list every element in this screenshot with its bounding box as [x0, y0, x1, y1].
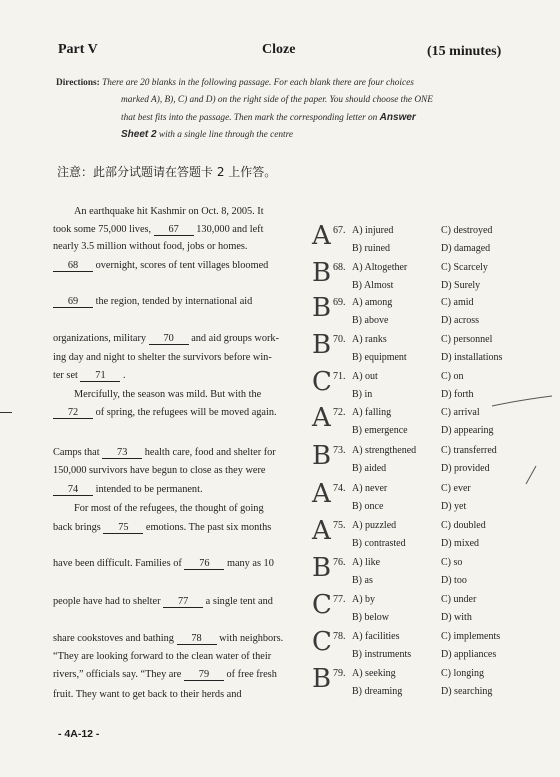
- question-number: 72.: [333, 407, 346, 418]
- question-number: 73.: [333, 445, 346, 456]
- passage-line: [53, 333, 279, 345]
- question-number: 68.: [333, 262, 346, 273]
- passage-text: nearly 3.5 million without food, jobs or homes.: [53, 241, 248, 252]
- option-b: B) Almost: [352, 280, 394, 291]
- option-c: C) personnel: [441, 334, 493, 345]
- option-d: D) appliances: [441, 649, 497, 660]
- option-a: A) seeking: [352, 668, 396, 679]
- passage-line: [74, 206, 264, 217]
- passage-line: [53, 522, 271, 534]
- handwritten-answer: A: [312, 221, 331, 251]
- option-b: B) ruined: [352, 243, 391, 254]
- directions-line-4: [121, 126, 293, 144]
- handwritten-answer: A: [312, 516, 331, 546]
- option-b: B) contrasted: [352, 538, 406, 549]
- option-b: B) dreaming: [352, 686, 403, 697]
- handwritten-answer: B: [312, 441, 332, 471]
- option-c: C) under: [441, 594, 477, 605]
- blank-71: 71: [80, 370, 120, 382]
- section-title: Cloze: [262, 42, 296, 57]
- passage-line: [53, 689, 242, 700]
- directions-label: Directions:: [56, 78, 100, 88]
- margin-rule: [0, 412, 12, 413]
- passage-text: 150,000 survivors have begun to close as they were: [53, 465, 266, 476]
- passage-text: share cookstoves and bathing: [53, 633, 174, 644]
- option-a: A) out: [352, 371, 378, 382]
- option-c: C) on: [441, 371, 464, 382]
- handwritten-answer: C: [312, 590, 332, 620]
- sheet-2-term: Sheet 2: [121, 129, 157, 140]
- option-c: C) doubled: [441, 520, 486, 531]
- part-label: Part V: [58, 42, 98, 57]
- passage-text: of free fresh: [226, 669, 277, 680]
- passage-text: took some 75,000 lives,: [53, 224, 152, 235]
- passage-line: [53, 596, 273, 608]
- option-d: D) installations: [441, 352, 503, 363]
- passage-text: organizations, military: [53, 333, 147, 344]
- option-c: C) ever: [441, 483, 471, 494]
- question-number: 76.: [333, 557, 346, 568]
- option-d: D) too: [441, 575, 467, 586]
- passage-line: [53, 352, 272, 363]
- passage-text: .: [123, 370, 126, 381]
- handwritten-answer: B: [312, 330, 332, 360]
- option-b: B) emergence: [352, 425, 408, 436]
- passage-text: of spring, the refugees will be moved again.: [95, 407, 277, 418]
- blank-74: 74: [53, 484, 93, 496]
- option-d: D) searching: [441, 686, 493, 697]
- handwritten-answer: A: [312, 403, 331, 433]
- handwritten-answer: B: [312, 293, 332, 323]
- option-b: B) in: [352, 389, 373, 400]
- option-d: D) mixed: [441, 538, 480, 549]
- question-number: 67.: [333, 225, 346, 236]
- handwritten-answer: C: [312, 367, 332, 397]
- passage-text: many as 10: [226, 558, 274, 569]
- page-number: - 4A-12 -: [58, 728, 100, 740]
- option-d: D) appearing: [441, 425, 494, 436]
- option-a: A) puzzled: [352, 520, 397, 531]
- passage-text: “They are looking forward to the clean water of their: [53, 651, 272, 662]
- passage-text: back brings: [53, 522, 101, 533]
- answer-sheet-term: Answer: [379, 112, 416, 123]
- option-a: A) among: [352, 297, 393, 308]
- option-c: C) so: [441, 557, 463, 568]
- question-number: 74.: [333, 483, 346, 494]
- handwritten-answer: B: [312, 664, 332, 694]
- option-b: B) once: [352, 501, 384, 512]
- passage-line: [53, 296, 252, 308]
- pencil-mark: [490, 388, 560, 488]
- passage-text: health care, food and shelter for: [144, 447, 276, 458]
- passage-line: [53, 669, 277, 681]
- blank-75: 75: [103, 522, 143, 534]
- handwritten-answer: C: [312, 627, 332, 657]
- question-number: 79.: [333, 668, 346, 679]
- option-b: B) aided: [352, 463, 387, 474]
- passage-line: [53, 407, 277, 419]
- passage-line: [53, 370, 126, 382]
- passage-text: overnight, scores of tent villages bloomed: [95, 260, 269, 271]
- passage-text: For most of the refugees, the thought of going: [74, 503, 264, 514]
- passage-line: [53, 484, 203, 496]
- passage-line: [53, 447, 276, 459]
- passage-line: [53, 465, 265, 476]
- blank-68: 68: [53, 260, 93, 272]
- directions-line-1: [56, 75, 414, 92]
- blank-77: 77: [163, 596, 203, 608]
- option-b: B) equipment: [352, 352, 407, 363]
- passage-text: have been difficult. Families of: [53, 558, 182, 569]
- option-a: A) ranks: [352, 334, 387, 345]
- question-number: 77.: [333, 594, 346, 605]
- directions-line-3: [121, 109, 416, 127]
- passage-line: [53, 633, 283, 645]
- option-d: D) provided: [441, 463, 490, 474]
- directions-text-1: There are 20 blanks in the following passage. For each blank there are four choices: [102, 78, 414, 88]
- option-d: D) yet: [441, 501, 467, 512]
- passage-line: [53, 241, 247, 252]
- option-c: C) arrival: [441, 407, 480, 418]
- passage-line: [53, 224, 263, 236]
- handwritten-answer: B: [312, 258, 332, 288]
- directions-line-2: marked A), B), C) and D) on the right side of the paper. You should choose the ONE: [121, 95, 433, 105]
- passage-line: [74, 389, 261, 400]
- option-a: A) strengthened: [352, 445, 417, 456]
- passage-text: fruit. They want to get back to their herds and: [53, 689, 242, 700]
- option-a: A) by: [352, 594, 376, 605]
- directions-text-4: with a single line through the centre: [158, 130, 294, 140]
- question-number: 69.: [333, 297, 346, 308]
- passage-text: Camps that: [53, 447, 100, 458]
- option-c: C) longing: [441, 668, 485, 679]
- option-c: C) amid: [441, 297, 474, 308]
- blank-79: 79: [184, 669, 224, 681]
- passage-text: the region, tended by international aid: [95, 296, 253, 307]
- blank-73: 73: [102, 447, 142, 459]
- passage-text: intended to be permanent.: [95, 484, 203, 495]
- option-d: D) damaged: [441, 243, 491, 254]
- passage-line: [53, 558, 274, 570]
- question-number: 75.: [333, 520, 346, 531]
- passage-text: An earthquake hit Kashmir on Oct. 8, 2005. It: [74, 206, 264, 217]
- question-number: 71.: [333, 371, 346, 382]
- passage-text: ing day and night to shelter the survivors before win-: [53, 352, 272, 363]
- option-b: B) as: [352, 575, 373, 586]
- passage-text: a single tent and: [205, 596, 273, 607]
- passage-text: people have had to shelter: [53, 596, 161, 607]
- passage-text: rivers,” officials say. “They are: [53, 669, 182, 680]
- handwritten-answer: A: [312, 479, 331, 509]
- option-d: D) with: [441, 612, 472, 623]
- passage-text: emotions. The past six months: [145, 522, 272, 533]
- question-number: 78.: [333, 631, 346, 642]
- passage-text: ter set: [53, 370, 78, 381]
- blank-67: 67: [154, 224, 194, 236]
- blank-69: 69: [53, 296, 93, 308]
- blank-70: 70: [149, 333, 189, 345]
- option-d: D) across: [441, 315, 480, 326]
- time-limit: (15 minutes): [427, 44, 502, 59]
- handwritten-answer: B: [312, 553, 332, 583]
- option-c: C) Scarcely: [441, 262, 488, 273]
- directions-text-3: that best fits into the passage. Then mark the corresponding letter on: [121, 113, 378, 123]
- blank-72: 72: [53, 407, 93, 419]
- option-a: A) Altogether: [352, 262, 408, 273]
- option-b: B) above: [352, 315, 389, 326]
- question-number: 70.: [333, 334, 346, 345]
- blank-78: 78: [177, 633, 217, 645]
- blank-76: 76: [184, 558, 224, 570]
- passage-line: [74, 503, 264, 514]
- passage-text: and aid groups work-: [191, 333, 279, 344]
- option-a: A) injured: [352, 225, 394, 236]
- passage-text: Mercifully, the season was mild. But with the: [74, 389, 262, 400]
- option-a: A) facilities: [352, 631, 400, 642]
- passage-line: [53, 260, 268, 272]
- option-a: A) never: [352, 483, 388, 494]
- option-c: C) transferred: [441, 445, 497, 456]
- option-c: C) implements: [441, 631, 501, 642]
- option-a: A) falling: [352, 407, 392, 418]
- option-c: C) destroyed: [441, 225, 493, 236]
- passage-text: with neighbors.: [219, 633, 284, 644]
- option-d: D) forth: [441, 389, 474, 400]
- option-a: A) like: [352, 557, 381, 568]
- passage-text: 130,000 and left: [196, 224, 264, 235]
- option-d: D) Surely: [441, 280, 481, 291]
- option-b: B) below: [352, 612, 389, 623]
- passage-line: [53, 651, 271, 662]
- answer-sheet-note: 注意：此部分试题请在答题卡 2 上作答。: [57, 165, 277, 179]
- option-b: B) instruments: [352, 649, 412, 660]
